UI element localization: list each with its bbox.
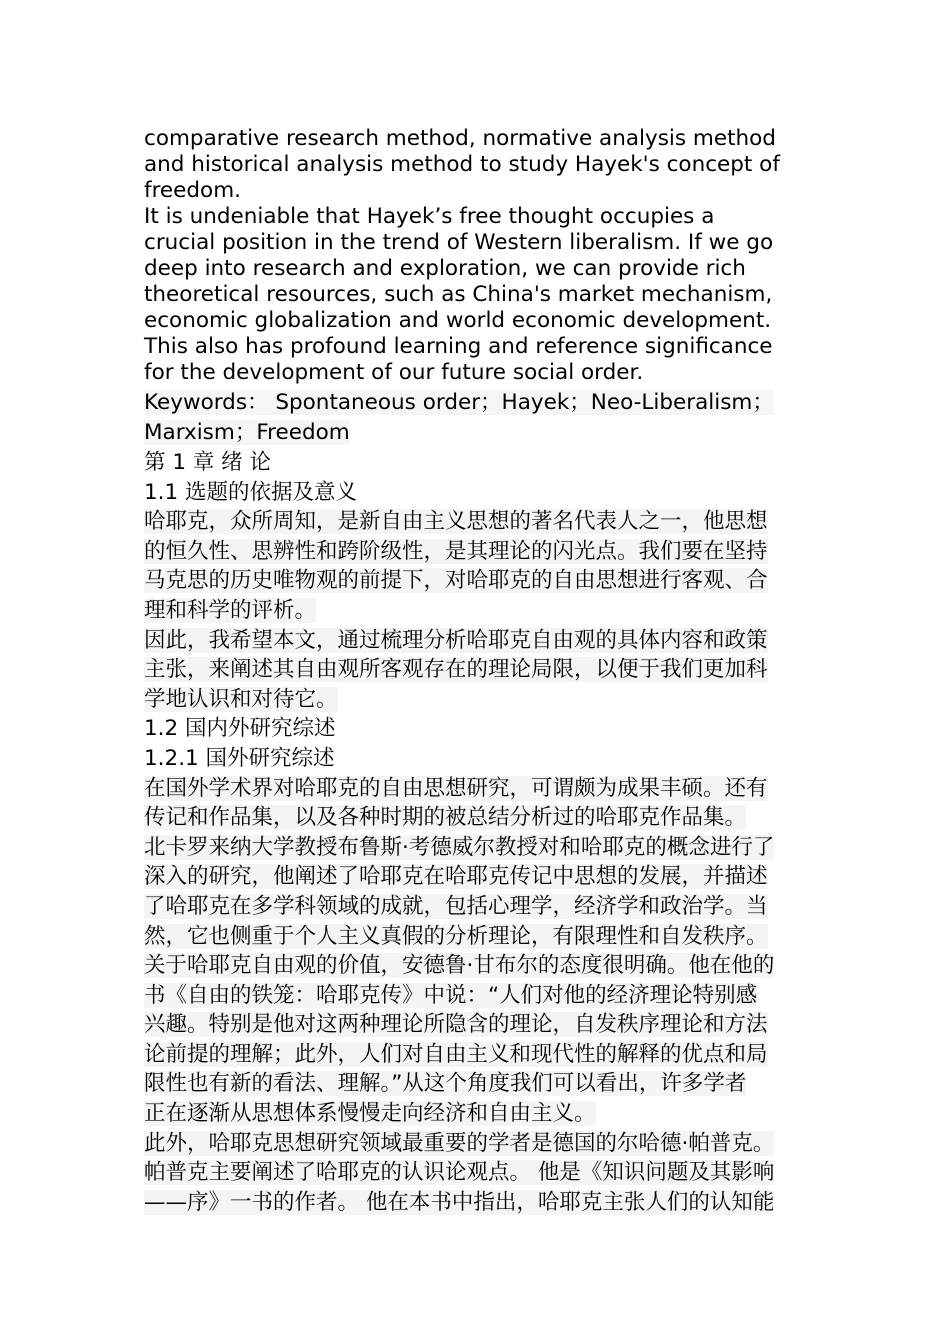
paragraph-1-2-1-a-text: 在国外学术界对哈耶克的自由思想研究，可谓颇为成果丰硕。还有 传记和作品集，以及各种时期的被总结分析过的哈耶克作品集。 [144, 775, 768, 831]
paragraph-1-1-a [144, 507, 808, 625]
abstract-end-paragraph: comparative research method, normative analysis method and historical analysis method to study Hayek's concept of freedom. [144, 126, 780, 203]
paragraph-1-2-1-b-text: 北卡罗来纳大学教授布鲁斯·考德威尔教授对和哈耶克的概念进行了 深入的研究，他阐述了哈耶克在哈耶克传记中思想的发展，并描述 了哈耶克在多学科领域的成就，包括心理学，经济学和政治学。当 然，它也侧重于个人主义真假的分析理论，有限理性和自发秩序。 [144, 834, 775, 949]
section-heading-1-2-1: 1.2.1 国外研究综述 [144, 745, 335, 771]
paragraph-1-2-1-c-text: 关于哈耶克自由观的价值，安德鲁·甘布尔的态度很明确。他在他的 书《自由的铁笼：哈耶克传》中说：“人们对他的经济理论特别感 兴趣。特别是他对这两种理论所隐含的理论，自发秩序理论和方法 论前提的理解；此外，人们对自由主义和现代性的解释的优点和局 限性也有新的看法、理解。”从这个角度我们可以看出，许多学者 正在逐渐从思想体系慢慢走向经济和自由主义。 [144, 953, 775, 1127]
section-heading-1-1: 1.1 选题的依据及意义 [144, 479, 358, 505]
paragraph-1-2-1-c [144, 951, 808, 1129]
paragraph-1-2-1-b [144, 833, 808, 951]
paragraph-1-1-b [144, 626, 808, 715]
abstract-conclusion-paragraph: It is undeniable that Hayek’s free thought occupies a crucial position in the trend of Western liberalism. If we go deep into research and exploration, we can provide rich theoretical resources, such as China's market mechanism, economic globalization and world economic development. This also has profound learning and reference significance for the development of our future social order. [144, 204, 774, 385]
keywords-line [144, 388, 808, 448]
chapter-title: 第 1 章 绪 论 [144, 450, 272, 475]
keywords-text: Keywords： Spontaneous order；Hayek；Neo-Liberalism； Marxism；Freedom [144, 390, 774, 445]
paragraph-1-2-1-a [144, 774, 808, 833]
paragraph-1-2-1-d-text: 此外，哈耶克思想研究领域最重要的学者是德国的尔哈德·帕普克。 帕普克主要阐述了哈耶克的认识论观点。 他是《知识问题及其影响 ——序》一书的作者。 他在本书中指出，哈耶克主张人们的认知能 [144, 1130, 775, 1215]
paragraph-1-1-b-text: 因此，我希望本文，通过梳理分析哈耶克自由观的具体内容和政策 主张，来阐述其自由观所客观存在的理论局限，以便于我们更加科 学地认识和对待它。 [144, 627, 768, 712]
document-page [144, 126, 808, 1217]
section-heading-1-2: 1.2 国内外研究综述 [144, 716, 336, 742]
paragraph-1-2-1-d [144, 1129, 808, 1218]
paragraph-1-1-a-text: 哈耶克，众所周知，是新自由主义思想的著名代表人之一，他思想 的恒久性、思辨性和跨阶级性，是其理论的闪光点。我们要在坚持 马克思的历史唯物观的前提下，对哈耶克的自由思想进行客观、合 理和科学的评析。 [144, 509, 768, 623]
